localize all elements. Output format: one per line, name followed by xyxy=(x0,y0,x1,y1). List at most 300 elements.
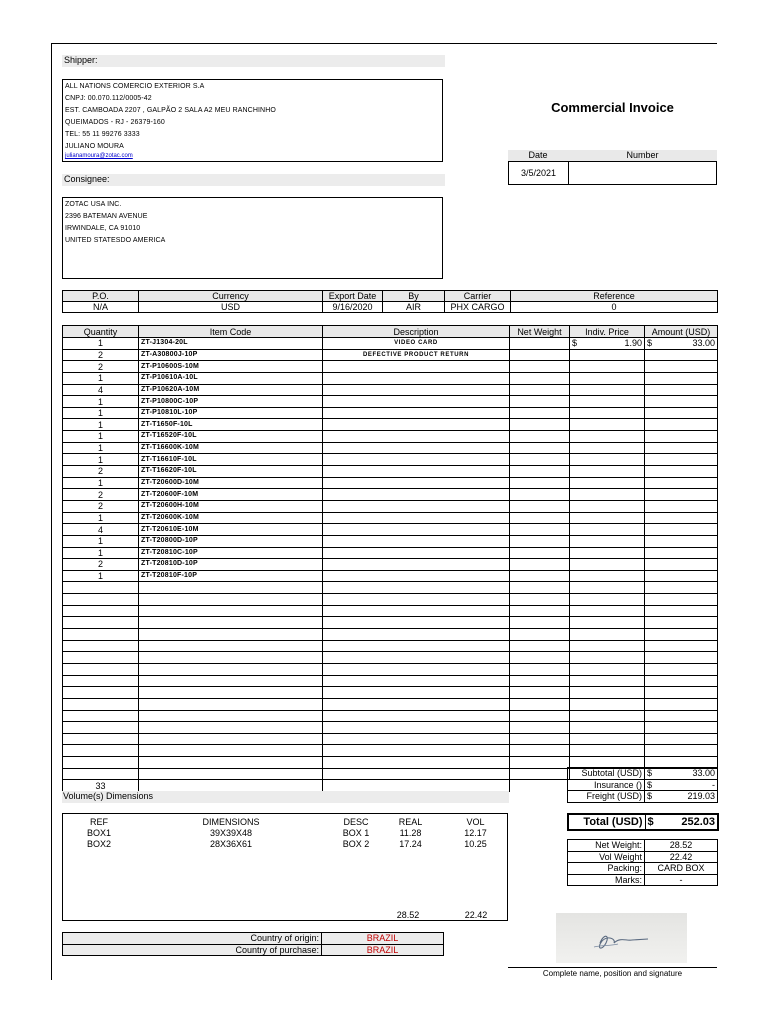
description-cell xyxy=(323,780,510,792)
amount-cell xyxy=(645,663,718,675)
net-weight-cell xyxy=(510,652,570,664)
description-cell xyxy=(323,675,510,687)
qty-cell xyxy=(63,710,139,722)
subtotal-value: 33.00 xyxy=(692,768,715,779)
net-weight-cell xyxy=(510,396,570,408)
net-weight-value: 28.52 xyxy=(645,840,718,852)
price-cell xyxy=(570,698,645,710)
consignee-line: UNITED STATESDO AMERICA xyxy=(65,237,166,244)
description-cell xyxy=(323,617,510,629)
amount-cell xyxy=(645,652,718,664)
amount-cell xyxy=(645,687,718,699)
net-weight-cell xyxy=(510,419,570,431)
shipment-table xyxy=(62,290,718,313)
item-code-cell: ZT-T1650F-10L xyxy=(139,419,323,431)
table-row xyxy=(63,431,718,443)
table-row xyxy=(63,407,718,419)
table-row xyxy=(63,663,718,675)
description-cell xyxy=(323,547,510,559)
net-weight-cell xyxy=(510,535,570,547)
shipment-value: AIR xyxy=(383,302,445,313)
net-weight-cell xyxy=(510,733,570,745)
description-cell xyxy=(323,454,510,466)
price-cell xyxy=(570,384,645,396)
volumes-header-row xyxy=(63,817,507,828)
price-cell xyxy=(570,396,645,408)
volumes-total-vol: 22.42 xyxy=(464,910,488,920)
item-code-cell xyxy=(139,733,323,745)
price-cell xyxy=(570,512,645,524)
price-cell xyxy=(570,431,645,443)
items-header: Quantity xyxy=(63,326,139,338)
item-code-cell xyxy=(139,710,323,722)
price-cell xyxy=(570,535,645,547)
volumes-cell: 17.24 xyxy=(399,839,422,849)
price-cell xyxy=(570,466,645,478)
description-cell xyxy=(323,384,510,396)
qty-cell: 1 xyxy=(63,338,139,350)
qty-cell xyxy=(63,594,139,606)
volumes-label: Volume(s) Dimensions xyxy=(62,791,509,803)
items-header: Indiv. Price xyxy=(570,326,645,338)
amount-cell xyxy=(645,594,718,606)
volumes-cell: REF xyxy=(90,817,108,827)
qty-cell: 2 xyxy=(63,500,139,512)
items-header: Item Code xyxy=(139,326,323,338)
currency-symbol: $ xyxy=(647,791,653,802)
price-cell xyxy=(570,570,645,582)
net-weight-cell xyxy=(510,640,570,652)
shipper-email[interactable]: julianamoura@zotac.com xyxy=(65,153,133,159)
volumes-cell: BOX 1 xyxy=(342,828,370,838)
shipper-line: TEL: 55 11 99276 3333 xyxy=(65,131,140,138)
net-weight-cell xyxy=(510,757,570,769)
page-title: Commercial Invoice xyxy=(551,100,674,115)
item-code-cell: ZT-P10800C-10P xyxy=(139,396,323,408)
currency-symbol: $ xyxy=(647,816,654,828)
table-row xyxy=(63,372,718,384)
item-code-cell: ZT-A30800J-10P xyxy=(139,349,323,361)
net-weight-cell xyxy=(510,780,570,792)
amount-cell xyxy=(645,384,718,396)
amount-cell xyxy=(645,535,718,547)
table-row xyxy=(63,675,718,687)
marks-value: - xyxy=(645,874,718,886)
qty-cell xyxy=(63,687,139,699)
table-row xyxy=(63,594,718,606)
description-cell xyxy=(323,570,510,582)
table-row xyxy=(63,466,718,478)
amount-cell xyxy=(645,675,718,687)
shipment-header: By xyxy=(383,291,445,302)
table-row xyxy=(63,512,718,524)
qty-cell xyxy=(63,698,139,710)
amount-cell xyxy=(645,466,718,478)
item-code-cell: ZT-T20810D-10P xyxy=(139,559,323,571)
qty-cell xyxy=(63,733,139,745)
table-row xyxy=(63,361,718,373)
date-header: Date xyxy=(528,150,548,160)
net-weight-cell xyxy=(510,559,570,571)
item-code-cell xyxy=(139,687,323,699)
description-cell xyxy=(323,419,510,431)
net-weight-cell xyxy=(510,698,570,710)
qty-cell: 4 xyxy=(63,524,139,536)
price-cell xyxy=(570,349,645,361)
qty-cell: 2 xyxy=(63,349,139,361)
price-cell xyxy=(570,454,645,466)
net-weight-cell xyxy=(510,570,570,582)
shipment-header: Export Date xyxy=(323,291,383,302)
price-cell xyxy=(570,582,645,594)
volumes-total-real: 28.52 xyxy=(396,910,420,920)
net-weight-cell xyxy=(510,722,570,734)
qty-cell xyxy=(63,722,139,734)
item-code-cell xyxy=(139,722,323,734)
shipper-line: ALL NATIONS COMERCIO EXTERIOR S.A xyxy=(65,83,205,90)
amount-cell xyxy=(645,512,718,524)
description-cell xyxy=(323,582,510,594)
volumes-cell: BOX2 xyxy=(86,839,111,849)
description-cell xyxy=(323,489,510,501)
table-row xyxy=(63,442,718,454)
shipment-value: N/A xyxy=(63,302,139,313)
net-weight-cell xyxy=(510,605,570,617)
shipper-line: CNPJ: 00.070.112/0005-42 xyxy=(65,95,152,102)
amount-cell xyxy=(645,477,718,489)
price-cell xyxy=(570,500,645,512)
price-cell xyxy=(570,338,645,350)
net-weight-cell xyxy=(510,466,570,478)
item-code-cell: ZT-P10610A-10L xyxy=(139,372,323,384)
shipment-header: Reference xyxy=(511,291,718,302)
table-row xyxy=(63,640,718,652)
net-weight-cell xyxy=(510,407,570,419)
price-cell xyxy=(570,710,645,722)
totals-table xyxy=(567,767,718,803)
amount-cell xyxy=(645,710,718,722)
item-code-cell xyxy=(139,652,323,664)
price-cell xyxy=(570,722,645,734)
item-code-cell xyxy=(139,629,323,641)
description-cell xyxy=(323,442,510,454)
country-origin-value: BRAZIL xyxy=(322,933,444,945)
net-weight-cell xyxy=(510,663,570,675)
total-label: Total (USD) xyxy=(568,814,645,830)
shipment-header: Carrier xyxy=(445,291,511,302)
amount-cell xyxy=(645,722,718,734)
consignee-line: 2396 BATEMAN AVENUE xyxy=(65,213,148,220)
signature-image xyxy=(556,913,687,963)
amount-cell xyxy=(645,396,718,408)
table-row xyxy=(63,687,718,699)
qty-cell xyxy=(63,768,139,780)
net-weight-cell xyxy=(510,629,570,641)
shipment-header: Currency xyxy=(139,291,323,302)
net-weight-label: Net Weight: xyxy=(568,840,645,852)
total-qty-cell: 33 xyxy=(63,780,139,792)
item-code-cell: ZT-P10600S-10M xyxy=(139,361,323,373)
price-cell xyxy=(570,687,645,699)
table-row xyxy=(63,652,718,664)
packing-info-table xyxy=(567,839,718,886)
price-cell xyxy=(570,372,645,384)
consignee-line: ZOTAC USA INC. xyxy=(65,201,122,208)
amount-cell xyxy=(645,489,718,501)
volumes-cell: 10.25 xyxy=(464,839,487,849)
description-cell xyxy=(323,710,510,722)
net-weight-cell xyxy=(510,500,570,512)
page-left-border xyxy=(51,43,52,980)
price-cell xyxy=(570,617,645,629)
country-origin-label: Country of origin: xyxy=(63,933,322,945)
net-weight-cell xyxy=(510,547,570,559)
qty-cell xyxy=(63,617,139,629)
price-cell xyxy=(570,605,645,617)
table-row xyxy=(63,384,718,396)
volumes-cell: 39X39X48 xyxy=(209,828,253,838)
volumes-cell: REAL xyxy=(398,817,423,827)
table-row xyxy=(63,489,718,501)
volumes-row xyxy=(63,828,507,839)
qty-cell: 1 xyxy=(63,419,139,431)
description-cell xyxy=(323,640,510,652)
volumes-cell: 28X36X61 xyxy=(209,839,253,849)
table-row xyxy=(63,722,718,734)
description-cell xyxy=(323,372,510,384)
amount-cell xyxy=(645,349,718,361)
item-code-cell: ZT-T16610F-10L xyxy=(139,454,323,466)
item-code-cell xyxy=(139,745,323,757)
net-weight-cell xyxy=(510,442,570,454)
freight-label: Freight (USD) xyxy=(568,791,645,803)
item-code-cell xyxy=(139,698,323,710)
item-code-cell: ZT-T20810F-10P xyxy=(139,570,323,582)
description-cell xyxy=(323,605,510,617)
invoice-date: 3/5/2021 xyxy=(509,162,569,184)
net-weight-cell xyxy=(510,594,570,606)
amount-cell xyxy=(645,698,718,710)
description-cell xyxy=(323,663,510,675)
net-weight-cell xyxy=(510,745,570,757)
qty-cell xyxy=(63,640,139,652)
table-row xyxy=(63,559,718,571)
shipper-label: Shipper: xyxy=(62,55,445,67)
item-code-cell: ZT-T20600K-10M xyxy=(139,512,323,524)
price-value: 1.90 xyxy=(624,338,642,349)
description-cell xyxy=(323,652,510,664)
description-cell xyxy=(323,466,510,478)
price-cell xyxy=(570,640,645,652)
qty-cell: 1 xyxy=(63,547,139,559)
price-cell xyxy=(570,559,645,571)
amount-cell xyxy=(645,361,718,373)
origin-table xyxy=(62,932,444,956)
item-code-cell: ZT-T20600D-10M xyxy=(139,477,323,489)
table-row xyxy=(63,547,718,559)
description-cell xyxy=(323,745,510,757)
signature-caption: Complete name, position and signature xyxy=(542,969,683,978)
amount-value: 33.00 xyxy=(692,338,715,349)
net-weight-cell xyxy=(510,477,570,489)
items-header: Net Weight xyxy=(510,326,570,338)
description-cell: VIDEO CARD xyxy=(323,338,510,350)
amount-cell xyxy=(645,338,718,350)
marks-label: Marks: xyxy=(568,874,645,886)
table-row xyxy=(63,338,718,350)
item-code-cell: ZT-P10620A-10M xyxy=(139,384,323,396)
description-cell xyxy=(323,535,510,547)
item-code-cell xyxy=(139,663,323,675)
shipment-header: P.O. xyxy=(63,291,139,302)
description-cell xyxy=(323,687,510,699)
price-cell xyxy=(570,629,645,641)
invoice-meta xyxy=(508,150,717,185)
price-cell xyxy=(570,675,645,687)
net-weight-cell xyxy=(510,524,570,536)
item-code-cell: ZT-T20610E-10M xyxy=(139,524,323,536)
amount-cell xyxy=(645,372,718,384)
item-code-cell: ZT-T20810C-10P xyxy=(139,547,323,559)
description-cell xyxy=(323,512,510,524)
qty-cell: 1 xyxy=(63,512,139,524)
volumes-cell: 12.17 xyxy=(464,828,487,838)
insurance-label: Insurance () xyxy=(568,779,645,791)
item-code-cell xyxy=(139,605,323,617)
description-cell xyxy=(323,757,510,769)
table-row xyxy=(63,745,718,757)
net-weight-cell xyxy=(510,687,570,699)
description-cell xyxy=(323,768,510,780)
consignee-box xyxy=(62,197,443,279)
qty-cell: 2 xyxy=(63,489,139,501)
table-row xyxy=(63,524,718,536)
qty-cell xyxy=(63,757,139,769)
currency-symbol: $ xyxy=(572,338,578,349)
description-cell xyxy=(323,407,510,419)
volumes-cell: 11.28 xyxy=(399,828,422,838)
table-row xyxy=(63,698,718,710)
amount-cell xyxy=(645,745,718,757)
qty-cell: 1 xyxy=(63,570,139,582)
item-code-cell: ZT-T20600H-10M xyxy=(139,500,323,512)
currency-symbol: $ xyxy=(647,768,653,779)
item-code-cell xyxy=(139,640,323,652)
volumes-cell: BOX 2 xyxy=(342,839,370,849)
price-cell xyxy=(570,407,645,419)
qty-cell: 2 xyxy=(63,466,139,478)
insurance-value: - xyxy=(712,779,715,790)
description-cell xyxy=(323,733,510,745)
description-cell xyxy=(323,722,510,734)
amount-cell xyxy=(645,442,718,454)
description-cell xyxy=(323,361,510,373)
vol-weight-value: 22.42 xyxy=(645,851,718,863)
qty-cell: 1 xyxy=(63,431,139,443)
description-cell xyxy=(323,524,510,536)
qty-cell xyxy=(63,663,139,675)
consignee-label: Consignee: xyxy=(62,174,445,186)
table-row xyxy=(63,617,718,629)
price-cell xyxy=(570,442,645,454)
net-weight-cell xyxy=(510,582,570,594)
volumes-row xyxy=(63,839,507,850)
qty-cell: 1 xyxy=(63,477,139,489)
net-weight-cell xyxy=(510,617,570,629)
vol-weight-label: Vol Weight xyxy=(568,851,645,863)
freight-value: 219.03 xyxy=(687,791,715,802)
description-cell xyxy=(323,594,510,606)
table-row xyxy=(63,349,718,361)
item-code-cell xyxy=(139,768,323,780)
table-row xyxy=(63,570,718,582)
qty-cell xyxy=(63,629,139,641)
amount-cell xyxy=(645,454,718,466)
price-cell xyxy=(570,547,645,559)
description-cell xyxy=(323,629,510,641)
table-row xyxy=(63,396,718,408)
shipment-value: PHX CARGO xyxy=(445,302,511,313)
amount-cell xyxy=(645,570,718,582)
amount-cell xyxy=(645,559,718,571)
table-row xyxy=(63,629,718,641)
qty-cell xyxy=(63,652,139,664)
item-code-cell xyxy=(139,617,323,629)
table-row xyxy=(63,710,718,722)
volumes-cell: VOL xyxy=(466,817,485,827)
net-weight-cell xyxy=(510,768,570,780)
packing-value: CARD BOX xyxy=(645,863,718,875)
description-cell: DEFECTIVE PRODUCT RETURN xyxy=(323,349,510,361)
price-cell xyxy=(570,361,645,373)
price-cell xyxy=(570,477,645,489)
price-cell xyxy=(570,419,645,431)
net-weight-cell xyxy=(510,338,570,350)
description-cell xyxy=(323,500,510,512)
consignee-line: IRWINDALE, CA 91010 xyxy=(65,225,141,232)
packing-label: Packing: xyxy=(568,863,645,875)
grand-total-table xyxy=(567,813,719,831)
shipper-line: EST. CAMBOADA 2207 , GALPÃO 2 SALA A2 MEU RANCHINHO xyxy=(65,107,276,114)
net-weight-cell xyxy=(510,361,570,373)
shipment-value: 9/16/2020 xyxy=(323,302,383,313)
qty-cell xyxy=(63,675,139,687)
price-cell xyxy=(570,745,645,757)
item-code-cell: ZT-T20800D-10P xyxy=(139,535,323,547)
item-code-cell xyxy=(139,594,323,606)
net-weight-cell xyxy=(510,675,570,687)
page-top-border xyxy=(51,43,717,44)
items-header: Amount (USD) xyxy=(645,326,718,338)
price-cell xyxy=(570,489,645,501)
item-code-cell: ZT-T16600K-10M xyxy=(139,442,323,454)
item-code-cell xyxy=(139,675,323,687)
volumes-box xyxy=(62,813,508,921)
item-code-cell: ZT-P10810L-10P xyxy=(139,407,323,419)
amount-cell xyxy=(645,419,718,431)
amount-cell xyxy=(645,582,718,594)
price-cell xyxy=(570,663,645,675)
qty-cell: 1 xyxy=(63,372,139,384)
amount-cell xyxy=(645,629,718,641)
shipper-box xyxy=(62,79,443,162)
item-code-cell xyxy=(139,757,323,769)
qty-cell xyxy=(63,582,139,594)
description-cell xyxy=(323,559,510,571)
item-code-cell xyxy=(139,582,323,594)
description-cell xyxy=(323,396,510,408)
volumes-cell: DIMENSIONS xyxy=(202,817,260,827)
